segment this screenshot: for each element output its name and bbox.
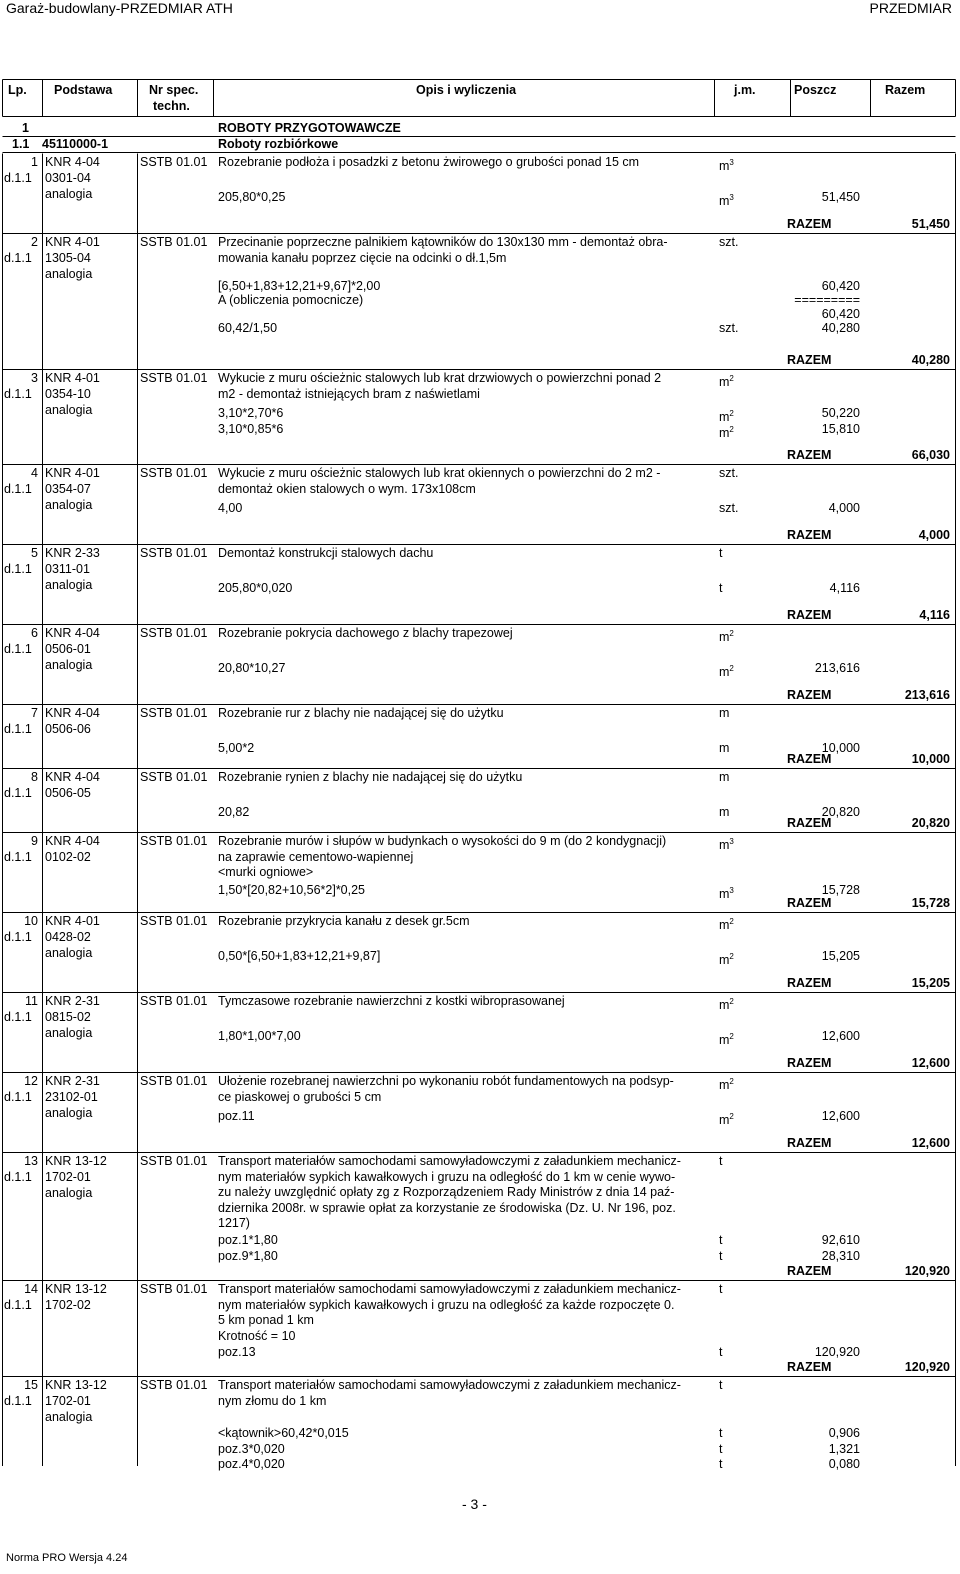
item-spec: SSTB 01.01 xyxy=(140,914,208,928)
page-number: - 3 - xyxy=(462,1496,487,1512)
item-subsection: d.1.1 xyxy=(4,1170,32,1184)
item-code: 0354-10 xyxy=(45,387,91,401)
razem-label: RAZEM xyxy=(787,688,832,702)
calc-value: 92,610 xyxy=(821,1233,860,1247)
document-title: Garaż-budowlany-PRZEDMIAR ATH xyxy=(6,0,233,16)
item-spec: SSTB 01.01 xyxy=(140,235,208,249)
item-number: 13 xyxy=(24,1154,38,1168)
item-code: 0428-02 xyxy=(45,930,91,944)
item-note: analogia xyxy=(45,1106,93,1120)
item-total: 40,280 xyxy=(911,353,950,367)
col-header-podstawa: Podstawa xyxy=(54,83,113,97)
item-subsection: d.1.1 xyxy=(4,171,32,185)
calc-unit: $m^2$ xyxy=(719,1032,734,1048)
razem-label: RAZEM xyxy=(787,1360,832,1374)
item-knr: KNR 4-01 xyxy=(45,466,100,480)
item-description: nym materiałów sypkich kawałkowych i gruzu na odległość do 1 km w cenie wywo- xyxy=(218,1169,676,1184)
item-code: 1702-01 xyxy=(45,1394,91,1408)
calc-expression: 20,80*10,27 xyxy=(218,661,286,676)
document-type: PRZEDMIAR xyxy=(869,0,952,16)
item-description: Rozebranie rynien z blachy nie nadającej się do użytku xyxy=(218,770,523,784)
item-description: 5 km ponad 1 km xyxy=(218,1313,314,1328)
calc-unit: t xyxy=(719,1426,723,1441)
item-number: 6 xyxy=(31,626,38,640)
item-code: 0506-06 xyxy=(45,722,91,736)
item-total: 66,030 xyxy=(911,448,950,462)
item-number: 4 xyxy=(31,466,38,480)
item-knr: KNR 4-04 xyxy=(45,834,100,848)
item-code: 0506-05 xyxy=(45,786,91,800)
item-knr: KNR 4-04 xyxy=(45,706,100,720)
item-code: 1702-01 xyxy=(45,1170,91,1184)
item-note: analogia xyxy=(45,1186,93,1200)
col-header-lp: Lp. xyxy=(8,83,27,97)
razem-label: RAZEM xyxy=(787,608,832,622)
calc-value: 60,420 xyxy=(821,279,860,293)
item-code: 0354-07 xyxy=(45,482,91,496)
calc-value: 213,616 xyxy=(814,661,860,676)
col-header-jm: j.m. xyxy=(734,83,756,97)
item-number: 9 xyxy=(31,834,38,848)
razem-label: RAZEM xyxy=(787,448,832,462)
item-knr: KNR 2-31 xyxy=(45,994,100,1008)
subsection-number: 1.1 xyxy=(12,137,30,151)
calc-unit: $m^2$ xyxy=(719,1112,734,1128)
calc-unit: szt. xyxy=(719,501,739,516)
item-spec: SSTB 01.01 xyxy=(140,626,208,640)
section-title: ROBOTY PRZYGOTOWAWCZE xyxy=(218,121,401,135)
item-code: 0102-02 xyxy=(45,850,91,864)
item-total: 10,000 xyxy=(911,752,950,766)
page-header xyxy=(0,0,960,22)
calc-expression: 3,10*0,85*6 xyxy=(218,421,284,436)
item-total: 12,600 xyxy=(911,1056,950,1070)
item-description: nym złomu do 1 km xyxy=(218,1393,327,1408)
calc-value: 15,728 xyxy=(821,882,860,897)
item-subsection: d.1.1 xyxy=(4,1010,32,1024)
calc-value: 10,000 xyxy=(821,741,860,756)
item-unit: $m^2$ xyxy=(719,374,734,390)
item-subsection: d.1.1 xyxy=(4,930,32,944)
item-number: 1 xyxy=(31,155,38,169)
calc-value: 4,116 xyxy=(829,581,860,596)
item-total: 15,728 xyxy=(911,896,950,910)
item-spec: SSTB 01.01 xyxy=(140,1282,208,1296)
item-number: 5 xyxy=(31,546,38,560)
item-note: analogia xyxy=(45,578,93,592)
item-total: 120,920 xyxy=(904,1264,950,1278)
item-description: Transport materiałów samochodami samowyładowczymi z załadunkiem mechanicz- xyxy=(218,1154,681,1168)
item-description: <murki ogniowe> xyxy=(218,865,314,880)
item-knr: KNR 13-12 xyxy=(45,1378,107,1392)
item-subsection: d.1.1 xyxy=(4,251,32,265)
item-description: mowania kanału poprzez cięcie na odcinki o dł.1,5m xyxy=(218,250,507,265)
item-spec: SSTB 01.01 xyxy=(140,770,208,784)
item-unit: t xyxy=(719,1378,723,1392)
calc-unit: t xyxy=(719,1248,723,1263)
item-spec: SSTB 01.01 xyxy=(140,371,208,385)
razem-label: RAZEM xyxy=(787,353,832,367)
calc-unit: $m^2$ xyxy=(719,952,734,968)
item-total: 4,116 xyxy=(919,608,950,622)
razem-label: RAZEM xyxy=(787,752,832,766)
item-number: 12 xyxy=(24,1074,38,1088)
item-subsection: d.1.1 xyxy=(4,642,32,656)
item-unit: szt. xyxy=(719,235,739,249)
item-subsection: d.1.1 xyxy=(4,850,32,864)
razem-label: RAZEM xyxy=(787,528,832,542)
cost-estimate-table xyxy=(2,79,957,1472)
item-note: analogia xyxy=(45,187,93,201)
item-unit: t xyxy=(719,546,723,560)
calc-expression: 3,10*2,70*6 xyxy=(218,406,284,421)
calc-value: 28,310 xyxy=(821,1248,860,1263)
item-unit: t xyxy=(719,1282,723,1296)
item-unit: t xyxy=(719,1154,723,1168)
calc-expression: 1,80*1,00*7,00 xyxy=(218,1029,301,1044)
calc-expression: 205,80*0,25 xyxy=(218,190,286,205)
razem-label: RAZEM xyxy=(787,1136,832,1150)
item-description: nym materiałów sypkich kawałkowych i gruzu na odległość za każde rozpoczęte 0. xyxy=(218,1297,675,1312)
item-unit: $m^2$ xyxy=(719,917,734,933)
item-total: 15,205 xyxy=(911,976,950,990)
razem-label: RAZEM xyxy=(787,1056,832,1070)
item-number: 15 xyxy=(24,1378,38,1392)
subsection-code: 45110000-1 xyxy=(42,137,109,151)
item-knr: KNR 4-01 xyxy=(45,914,100,928)
item-number: 2 xyxy=(31,235,38,249)
calc-expression: 20,82 xyxy=(218,805,250,820)
item-description: Rozebranie podłoża i posadzki z betonu żwirowego o grubości ponad 15 cm xyxy=(218,155,640,169)
item-knr: KNR 4-01 xyxy=(45,235,100,249)
item-description: Transport materiałów samochodami samowyładowczymi z załadunkiem mechanicz- xyxy=(218,1282,681,1296)
calc-unit: $m^2$ xyxy=(719,664,734,680)
calc-expression: poz.1*1,80 xyxy=(218,1233,278,1247)
col-header-opis: Opis i wyliczenia xyxy=(416,83,517,97)
calc-unit: $m^3$ xyxy=(719,885,734,901)
calc-value: 12,600 xyxy=(821,1109,860,1124)
item-unit: $m^3$ xyxy=(719,158,734,174)
calc-expression: poz.4*0,020 xyxy=(218,1457,285,1472)
calc-expression: 5,00*2 xyxy=(218,741,255,756)
item-unit: $m^2$ xyxy=(719,1077,734,1093)
calc-expression: 0,50*[6,50+1,83+12,21+9,87] xyxy=(218,949,381,964)
calc-value: 60,420 xyxy=(821,307,860,321)
item-total: 120,920 xyxy=(904,1360,950,1374)
item-subsection: d.1.1 xyxy=(4,722,32,736)
item-description: Krotność = 10 xyxy=(218,1328,296,1343)
calc-value: 4,000 xyxy=(828,501,860,516)
calc-unit: t xyxy=(719,1457,723,1472)
item-description: zu należy uwzględnić opłaty zg z Rozporządzeniem Rady Ministrów z dnia 14 paź- xyxy=(218,1185,675,1200)
razem-label: RAZEM xyxy=(787,217,832,231)
item-description: 1217) xyxy=(218,1216,250,1231)
item-spec: SSTB 01.01 xyxy=(140,834,208,848)
item-code: 0311-01 xyxy=(45,562,90,576)
calc-expression: poz.13 xyxy=(218,1345,256,1360)
calc-expression: [6,50+1,83+12,21+9,67]*2,00 xyxy=(218,279,381,293)
item-total: 4,000 xyxy=(918,528,950,542)
item-note: analogia xyxy=(45,1410,93,1424)
item-spec: SSTB 01.01 xyxy=(140,994,208,1008)
razem-label: RAZEM xyxy=(787,1264,832,1278)
calc-value: 15,810 xyxy=(821,421,860,436)
item-unit: m xyxy=(719,706,730,720)
item-spec: SSTB 01.01 xyxy=(140,1154,208,1168)
item-description: dziernika 2008r. w sprawie opłat za korzystanie ze środowiska (Dz. U. Nr 196, poz. xyxy=(218,1200,676,1215)
calc-expression: 60,42/1,50 xyxy=(218,321,278,335)
item-description: Rozebranie rur z blachy nie nadającej się do użytku xyxy=(218,706,504,720)
subsection-title: Roboty rozbiórkowe xyxy=(218,137,339,151)
item-description: Rozebranie przykrycia kanału z desek gr.5cm xyxy=(218,914,470,928)
item-knr: KNR 4-04 xyxy=(45,155,100,169)
col-header-razem: Razem xyxy=(885,83,926,97)
item-subsection: d.1.1 xyxy=(4,1090,32,1104)
calc-expression: poz.3*0,020 xyxy=(218,1441,285,1456)
item-description: Wykucie z muru ościeżnic stalowych lub krat drzwiowych o powierzchni ponad 2 xyxy=(218,371,662,385)
item-description: Rozebranie pokrycia dachowego z blachy trapezowej xyxy=(218,626,513,640)
calc-value: 0,906 xyxy=(828,1426,860,1441)
item-spec: SSTB 01.01 xyxy=(140,1074,208,1088)
item-description: Transport materiałów samochodami samowyładowczymi z załadunkiem mechanicz- xyxy=(218,1378,681,1392)
item-note: analogia xyxy=(45,658,93,672)
calc-unit: $m^2$ xyxy=(719,424,734,440)
item-total: 51,450 xyxy=(911,217,950,231)
item-subsection: d.1.1 xyxy=(4,786,32,800)
item-spec: SSTB 01.01 xyxy=(140,706,208,720)
calc-value: 15,205 xyxy=(821,949,860,964)
item-unit: szt. xyxy=(719,466,739,480)
item-knr: KNR 13-12 xyxy=(45,1154,107,1168)
item-knr: KNR 4-04 xyxy=(45,626,100,640)
calc-value: 120,920 xyxy=(814,1345,860,1360)
calc-value: 0,080 xyxy=(828,1457,860,1472)
item-number: 14 xyxy=(24,1282,38,1296)
software-version: Norma PRO Wersja 4.24 xyxy=(6,1552,128,1564)
item-description: Rozebranie murów i słupów w budynkach o wysokości do 9 m (do 2 kondygnacji) xyxy=(218,834,667,848)
item-description: Ułożenie rozebranej nawierzchni po wykonaniu robót fundamentowych na podsyp- xyxy=(218,1074,674,1088)
item-note: analogia xyxy=(45,403,93,417)
calc-expression: 1,50*[20,82+10,56*2]*0,25 xyxy=(218,882,366,897)
calc-value: 20,820 xyxy=(821,805,860,820)
item-number: 10 xyxy=(24,914,38,928)
calc-unit: t xyxy=(719,581,723,596)
calc-expression: <kątownik>60,42*0,015 xyxy=(218,1426,349,1441)
item-code: 0815-02 xyxy=(45,1010,91,1024)
item-description: demontaż okien stalowych o wym. 173x108cm xyxy=(218,481,476,496)
item-number: 3 xyxy=(31,371,38,385)
item-code: 0506-01 xyxy=(45,642,91,656)
item-note: analogia xyxy=(45,1026,93,1040)
item-unit: $m^3$ xyxy=(719,837,734,853)
calc-unit: $m^3$ xyxy=(719,193,734,209)
calc-expression: poz.9*1,80 xyxy=(218,1248,278,1263)
calc-expression: A (obliczenia pomocnicze) xyxy=(218,293,364,307)
section-number: 1 xyxy=(22,121,29,135)
item-knr: KNR 13-12 xyxy=(45,1282,107,1296)
calc-value: 1,321 xyxy=(828,1441,860,1456)
item-total: 20,820 xyxy=(911,816,950,830)
item-note: analogia xyxy=(45,267,93,281)
item-description: Wykucie z muru ościeżnic stalowych lub krat okiennych o powierzchni do 2 m2 - xyxy=(218,466,661,480)
item-total: 12,600 xyxy=(911,1136,950,1150)
item-spec: SSTB 01.01 xyxy=(140,1378,208,1392)
calc-expression: poz.11 xyxy=(218,1109,255,1124)
calc-value: 40,280 xyxy=(821,321,860,335)
item-knr: KNR 4-04 xyxy=(45,770,100,784)
col-header-nr-spec: techn. xyxy=(153,99,190,113)
calc-value: 12,600 xyxy=(821,1029,860,1044)
item-subsection: d.1.1 xyxy=(4,387,32,401)
item-number: 7 xyxy=(31,706,38,720)
item-subsection: d.1.1 xyxy=(4,482,32,496)
calc-unit: m xyxy=(719,805,730,820)
razem-label: RAZEM xyxy=(787,816,832,830)
calc-unit: $m^2$ xyxy=(719,409,734,425)
calc-expression: 4,00 xyxy=(218,501,243,516)
col-header-poszcz: Poszcz xyxy=(794,83,837,97)
item-description: m2 - demontaż istniejących bram z naświetlami xyxy=(218,386,480,401)
item-spec: SSTB 01.01 xyxy=(140,155,208,169)
item-number: 8 xyxy=(31,770,38,784)
item-unit: $m^2$ xyxy=(719,629,734,645)
razem-label: RAZEM xyxy=(787,896,832,910)
calc-unit: szt. xyxy=(719,321,739,335)
razem-label: RAZEM xyxy=(787,976,832,990)
item-total: 213,616 xyxy=(904,688,950,702)
calc-unit: m xyxy=(719,741,730,756)
item-unit: m xyxy=(719,770,730,784)
item-code: 23102-01 xyxy=(45,1090,98,1104)
item-note: analogia xyxy=(45,498,93,512)
item-note: analogia xyxy=(45,946,93,960)
col-header-nr-spec: Nr spec. xyxy=(149,83,199,97)
item-code: 0301-04 xyxy=(45,171,91,185)
calc-unit: t xyxy=(719,1441,723,1456)
item-unit: $m^2$ xyxy=(719,997,734,1013)
item-code: 1702-02 xyxy=(45,1298,91,1312)
calc-unit: t xyxy=(719,1345,723,1360)
calc-expression: 205,80*0,020 xyxy=(218,581,293,596)
item-subsection: d.1.1 xyxy=(4,562,32,576)
item-code: 1305-04 xyxy=(45,251,91,265)
item-description: Tymczasowe rozebranie nawierzchni z kostki wibroprasowanej xyxy=(218,994,565,1008)
calc-value: 51,450 xyxy=(821,190,860,205)
item-description: na zaprawie cementowo-wapiennej xyxy=(218,849,414,864)
item-number: 11 xyxy=(25,994,38,1008)
calc-value: ========= xyxy=(794,293,860,307)
calc-unit: t xyxy=(719,1233,723,1247)
item-description: Demontaż konstrukcji stalowych dachu xyxy=(218,546,434,560)
item-knr: KNR 2-33 xyxy=(45,546,100,560)
item-knr: KNR 4-01 xyxy=(45,371,100,385)
item-subsection: d.1.1 xyxy=(4,1394,32,1408)
calc-value: 50,220 xyxy=(821,406,860,421)
item-spec: SSTB 01.01 xyxy=(140,466,208,480)
item-knr: KNR 2-31 xyxy=(45,1074,100,1088)
item-subsection: d.1.1 xyxy=(4,1298,32,1312)
item-spec: SSTB 01.01 xyxy=(140,546,208,560)
item-description: ce piaskowej o grubości 5 cm xyxy=(218,1089,382,1104)
item-description: Przecinanie poprzeczne palnikiem kątowników do 130x130 mm - demontaż obra- xyxy=(218,235,668,249)
